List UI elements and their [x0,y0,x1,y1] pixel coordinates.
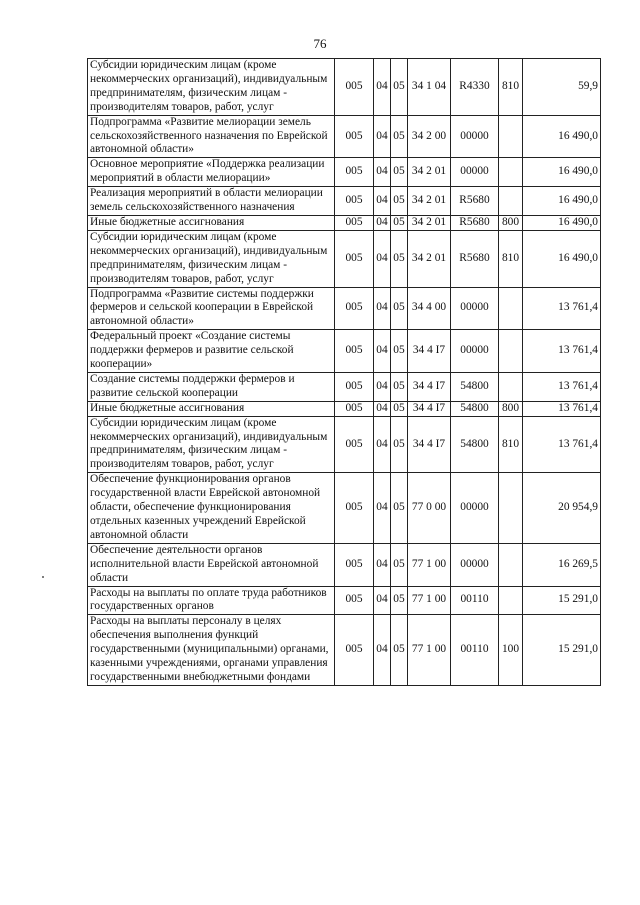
row-amount: 15 291,0 [523,586,601,615]
row-target-article-code: 34 2 01 [408,215,451,230]
row-grbs-code: 005 [335,401,374,416]
row-target-article-subcode: 00000 [451,287,499,330]
row-target-article-code: 34 4 I7 [408,330,451,373]
row-target-article-code: 34 1 04 [408,59,451,116]
row-section-code: 04 [374,615,391,686]
row-target-article-subcode: 00000 [451,543,499,586]
row-subsection-code: 05 [391,187,408,216]
row-subsection-code: 05 [391,543,408,586]
row-subsection-code: 05 [391,615,408,686]
table-row [88,473,601,544]
row-name: Подпрограмма «Развитие системы поддержки фермеров и сельской кооперации в Еврейской автономной области» [88,287,335,330]
row-grbs-code: 005 [335,59,374,116]
row-target-article-subcode: 54800 [451,401,499,416]
row-target-article-subcode: 00000 [451,330,499,373]
row-grbs-code: 005 [335,543,374,586]
row-expense-type-code [499,473,523,544]
row-section-code: 04 [374,330,391,373]
row-name: Расходы на выплаты персоналу в целях обеспечения выполнения функций государственными (муниципальными) органами, казенными учреждениями, органами управления государственными внебюджетными фондами [88,615,335,686]
row-name: Расходы на выплаты по оплате труда работников государственных органов [88,586,335,615]
row-name: Создание системы поддержки фермеров и развитие сельской кооперации [88,372,335,401]
row-section-code: 04 [374,287,391,330]
row-expense-type-code [499,543,523,586]
row-name: Основное мероприятие «Поддержка реализации мероприятий в области мелиорации» [88,158,335,187]
row-grbs-code: 005 [335,215,374,230]
row-amount: 59,9 [523,59,601,116]
row-section-code: 04 [374,230,391,287]
margin-mark [42,576,44,578]
row-expense-type-code: 100 [499,615,523,686]
table-row [88,59,601,116]
table-row [88,615,601,686]
row-subsection-code: 05 [391,586,408,615]
row-grbs-code: 005 [335,473,374,544]
row-subsection-code: 05 [391,215,408,230]
row-name: Иные бюджетные ассигнования [88,215,335,230]
row-grbs-code: 005 [335,230,374,287]
row-grbs-code: 005 [335,416,374,473]
table-row [88,115,601,158]
table-row [88,230,601,287]
row-amount: 16 490,0 [523,115,601,158]
row-amount: 13 761,4 [523,330,601,373]
table-row [88,215,601,230]
row-section-code: 04 [374,187,391,216]
row-section-code: 04 [374,401,391,416]
row-target-article-code: 77 0 00 [408,473,451,544]
row-grbs-code: 005 [335,158,374,187]
row-target-article-code: 77 1 00 [408,543,451,586]
row-expense-type-code [499,158,523,187]
row-name: Федеральный проект «Создание системы поддержки фермеров и развитие сельской кооперации» [88,330,335,373]
row-expense-type-code [499,586,523,615]
table-row [88,416,601,473]
row-target-article-code: 34 4 I7 [408,401,451,416]
row-expense-type-code: 800 [499,401,523,416]
row-target-article-subcode: 54800 [451,416,499,473]
row-grbs-code: 005 [335,615,374,686]
row-amount: 16 269,5 [523,543,601,586]
row-expense-type-code: 810 [499,416,523,473]
row-amount: 13 761,4 [523,401,601,416]
row-amount: 16 490,0 [523,230,601,287]
row-name: Субсидии юридическим лицам (кроме некоммерческих организаций), индивидуальным предпринимателям, физическим лицам - производителям товаров, работ, услуг [88,230,335,287]
row-amount: 15 291,0 [523,615,601,686]
row-target-article-subcode: R5680 [451,230,499,287]
row-name: Обеспечение деятельности органов исполнительной власти Еврейской автономной области [88,543,335,586]
budget-table [87,58,601,686]
row-name: Субсидии юридическим лицам (кроме некоммерческих организаций), индивидуальным предпринимателям, физическим лицам - производителям товаров, работ, услуг [88,416,335,473]
row-name: Реализация мероприятий в области мелиорации земель сельскохозяйственного назначения [88,187,335,216]
row-expense-type-code: 800 [499,215,523,230]
table-row [88,372,601,401]
row-grbs-code: 005 [335,586,374,615]
row-expense-type-code [499,372,523,401]
table-row [88,543,601,586]
row-expense-type-code [499,287,523,330]
page-number: 76 [313,36,327,51]
row-target-article-code: 34 4 00 [408,287,451,330]
row-subsection-code: 05 [391,59,408,116]
row-name: Подпрограмма «Развитие мелиорации земель сельскохозяйственного назначения по Еврейской автономной области» [88,115,335,158]
row-target-article-subcode: 54800 [451,372,499,401]
table-row [88,586,601,615]
table-row [88,330,601,373]
row-target-article-subcode: 00110 [451,586,499,615]
row-name: Субсидии юридическим лицам (кроме некоммерческих организаций), индивидуальным предпринимателям, физическим лицам - производителям товаров, работ, услуг [88,59,335,116]
row-expense-type-code: 810 [499,59,523,116]
row-expense-type-code [499,187,523,216]
table-row [88,158,601,187]
row-section-code: 04 [374,416,391,473]
row-target-article-code: 77 1 00 [408,586,451,615]
row-grbs-code: 005 [335,330,374,373]
row-grbs-code: 005 [335,287,374,330]
row-section-code: 04 [374,59,391,116]
row-grbs-code: 005 [335,187,374,216]
row-grbs-code: 005 [335,115,374,158]
row-target-article-subcode: 00000 [451,158,499,187]
table-row [88,401,601,416]
row-target-article-subcode: R5680 [451,215,499,230]
row-subsection-code: 05 [391,115,408,158]
row-amount: 16 490,0 [523,187,601,216]
row-target-article-subcode: R5680 [451,187,499,216]
row-section-code: 04 [374,115,391,158]
row-expense-type-code: 810 [499,230,523,287]
row-target-article-code: 34 4 I7 [408,372,451,401]
row-subsection-code: 05 [391,473,408,544]
row-target-article-subcode: 00000 [451,115,499,158]
row-expense-type-code [499,330,523,373]
row-target-article-subcode: 00110 [451,615,499,686]
row-target-article-code: 34 2 00 [408,115,451,158]
row-subsection-code: 05 [391,401,408,416]
row-section-code: 04 [374,158,391,187]
row-section-code: 04 [374,215,391,230]
row-amount: 13 761,4 [523,372,601,401]
row-amount: 20 954,9 [523,473,601,544]
row-section-code: 04 [374,473,391,544]
row-target-article-code: 34 4 I7 [408,416,451,473]
row-name: Обеспечение функционирования органов государственной власти Еврейской автономной области, обеспечение функционирования отдельных казенных учреждений Еврейской автономной области [88,473,335,544]
row-subsection-code: 05 [391,158,408,187]
row-target-article-code: 34 2 01 [408,158,451,187]
row-target-article-subcode: R4330 [451,59,499,116]
row-section-code: 04 [374,372,391,401]
row-subsection-code: 05 [391,330,408,373]
table-row [88,287,601,330]
row-amount: 13 761,4 [523,287,601,330]
row-target-article-code: 34 2 01 [408,187,451,216]
row-name: Иные бюджетные ассигнования [88,401,335,416]
row-section-code: 04 [374,543,391,586]
row-target-article-code: 77 1 00 [408,615,451,686]
row-subsection-code: 05 [391,372,408,401]
row-subsection-code: 05 [391,230,408,287]
row-amount: 16 490,0 [523,215,601,230]
table-row [88,187,601,216]
row-subsection-code: 05 [391,416,408,473]
row-grbs-code: 005 [335,372,374,401]
row-amount: 13 761,4 [523,416,601,473]
row-section-code: 04 [374,586,391,615]
row-target-article-code: 34 2 01 [408,230,451,287]
row-expense-type-code [499,115,523,158]
row-amount: 16 490,0 [523,158,601,187]
row-target-article-subcode: 00000 [451,473,499,544]
row-subsection-code: 05 [391,287,408,330]
